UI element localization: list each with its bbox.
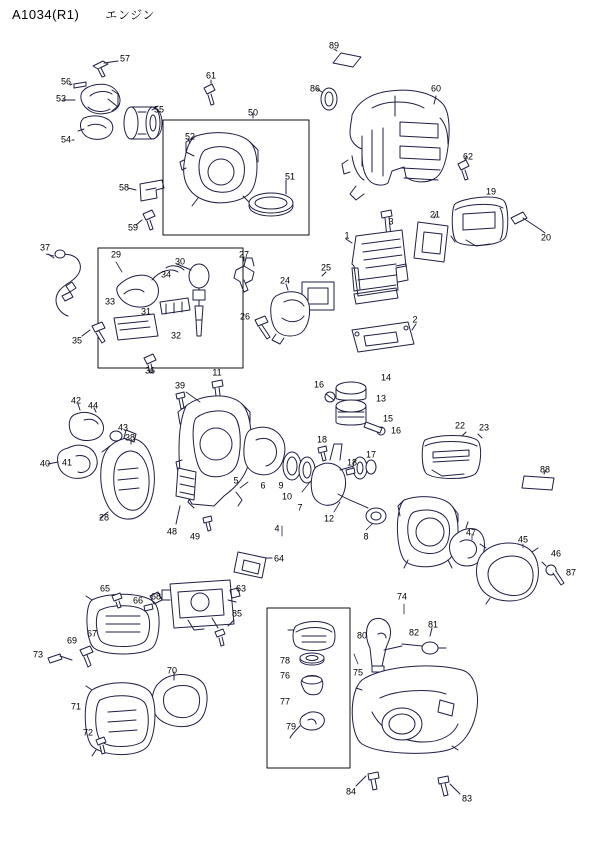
part-31-coil [160,298,190,314]
callout-27: 27 [238,249,250,260]
part-14-ring [336,382,366,400]
callout-4: 4 [274,523,280,534]
callout-23: 23 [478,422,490,433]
callout-68: 68 [150,591,162,602]
callout-50: 50 [247,107,259,118]
callout-40: 40 [39,458,51,469]
callout-26: 26 [239,311,251,322]
part-69-73-screws [48,646,93,667]
callout-11: 11 [212,367,222,378]
part-84-screw [356,772,379,790]
callout-22: 22 [454,420,466,431]
callout-32: 32 [170,330,182,341]
callout-81: 81 [427,619,439,630]
callout-33: 33 [104,296,116,307]
callout-61: 61 [205,70,217,81]
callout-79: 79 [285,721,297,732]
callout-3: 3 [388,216,394,227]
part-57-screw [93,61,118,77]
callout-49: 49 [189,531,201,542]
callout-46: 46 [550,548,562,559]
callout-7: 7 [297,502,303,513]
callout-1: 1 [344,230,350,241]
callout-60: 60 [430,83,442,94]
callout-10: 10 [281,491,293,502]
callout-37: 37 [39,242,51,253]
part-49-screw [203,516,212,531]
callout-15: 15 [382,413,394,424]
callout-72: 72 [82,727,94,738]
page-title-jp: エンジン [105,8,155,22]
callout-54: 54 [60,134,72,145]
callout-47: 47 [465,527,477,538]
part-5-bearing-set [244,427,285,475]
callout-14: 14 [380,372,392,383]
callout-17: 17 [365,449,377,460]
callout-16: 16 [313,379,325,390]
part-78-fuel-cap [288,622,335,651]
callout-83: 83 [461,793,473,804]
callout-5: 5 [233,475,239,486]
callout-73: 73 [32,649,44,660]
callout-64: 64 [273,553,285,564]
callout-53: 53 [55,93,67,104]
callout-39: 39 [174,380,186,391]
callout-21: 21 [429,209,441,220]
callout-80: 80 [356,630,368,641]
callout-70: 70 [166,665,178,676]
part-89-gasket [333,49,361,67]
callout-82: 82 [408,627,420,638]
callout-67: 67 [86,628,98,639]
callout-12: 12 [323,513,335,524]
callout-41: 41 [61,457,73,468]
part-51-seal [249,193,293,216]
part-60-shroud [342,90,449,200]
callout-19: 19 [485,186,497,197]
part-64-insulator [234,552,272,578]
callout-66: 66 [132,595,144,606]
part-52-cover-body [180,133,258,206]
part-21-gasket [414,214,448,262]
part-43-nut [110,431,122,441]
part-35-screw [82,322,105,343]
part-77-retainer [301,676,323,695]
callout-30: 30 [174,256,186,267]
callout-59: 59 [127,222,139,233]
callout-2: 2 [412,314,418,325]
part-39-screw [176,392,185,409]
page-title-code: A1034(R1) [12,7,80,22]
callout-78: 78 [279,655,291,666]
part-8-crankcase-half [397,497,458,568]
part-59-screw [136,210,155,230]
callout-55: 55 [153,104,165,115]
part-70-filter-element [152,672,207,727]
part-58-clip [128,180,164,201]
part-26-screw [255,316,270,339]
part-22-filter-cover [422,432,482,479]
callout-38: 38 [124,432,136,443]
callout-48: 48 [166,526,178,537]
callout-8: 8 [363,531,369,542]
callout-57: 57 [119,53,131,64]
callout-52: 52 [184,131,196,142]
part-15-pin [364,422,382,433]
callout-86: 86 [309,83,321,94]
callout-77: 77 [279,696,291,707]
part-13-piston [336,400,366,425]
callout-16-b: 16 [390,425,402,436]
part-28-flywheel [100,434,154,519]
part-41-clutch-shoe [48,445,97,478]
callout-85: 85 [231,608,243,619]
part-1-cylinder [352,230,408,304]
part-17-washer [366,460,376,474]
part-74-fuel-tank [352,666,477,753]
part-48-pawl [176,468,196,524]
callout-65: 65 [99,583,111,594]
callout-36: 36 [144,365,156,376]
callout-76: 76 [279,670,291,681]
callout-9: 9 [278,480,284,491]
part-37-wire [48,250,80,316]
callout-75: 75 [352,667,364,678]
part-9-seal [283,452,301,480]
part-2-gasket [352,322,416,352]
part-80-throttle-lever [367,618,403,672]
callout-74: 74 [396,591,408,602]
part-19-muffler [451,197,508,246]
part-54-bracket [78,116,113,139]
callout-6: 6 [260,480,266,491]
part-20-bolt [511,212,545,233]
callout-63: 63 [235,583,247,594]
part-27-sparkplug [234,257,254,292]
callout-18-b: 18 [346,457,358,468]
callout-89: 89 [328,40,340,51]
callout-13: 13 [375,393,387,404]
callout-88: 88 [539,464,551,475]
callout-25: 25 [320,262,332,273]
callout-42: 42 [70,395,82,406]
callout-24: 24 [279,275,291,286]
callout-43: 43 [117,422,129,433]
part-45-cover [477,543,539,604]
callout-18: 18 [316,434,328,445]
part-71-cover [82,683,155,756]
callout-58: 58 [118,182,130,193]
callout-71: 71 [70,701,82,712]
part-53-cover [81,84,120,114]
callout-56: 56 [60,76,72,87]
callout-29: 29 [110,249,122,260]
callout-34: 34 [160,269,172,280]
part-46-87-screw [542,562,564,585]
callout-35: 35 [71,335,83,346]
part-76-seal [300,653,324,665]
callout-28: 28 [98,512,110,523]
callout-51: 51 [284,171,296,182]
callout-45: 45 [517,534,529,545]
part-61-screw [204,80,215,105]
part-83-screw [438,776,460,796]
callout-20: 20 [540,232,552,243]
callout-87: 87 [565,567,577,578]
callout-31: 31 [140,306,152,317]
part-56-screw [70,82,86,88]
callout-69: 69 [66,635,78,646]
callout-44: 44 [87,400,99,411]
callout-62: 62 [462,151,474,162]
callout-84: 84 [345,786,357,797]
